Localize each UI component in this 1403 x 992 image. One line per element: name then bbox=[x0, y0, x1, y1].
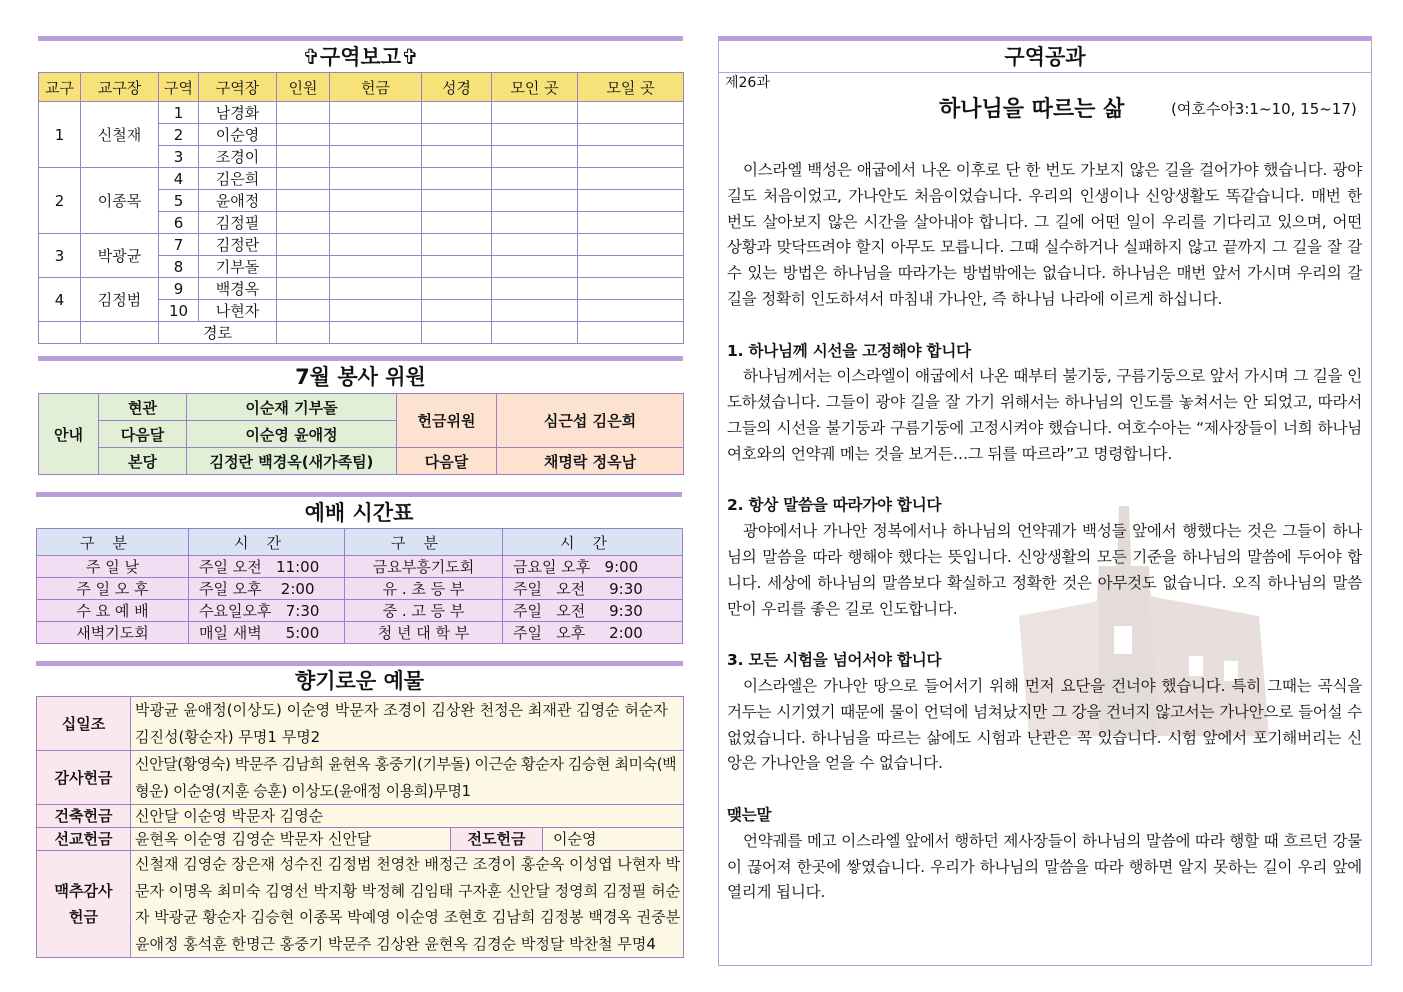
attendance-cell[interactable] bbox=[277, 256, 330, 278]
attendance-cell[interactable] bbox=[277, 300, 330, 322]
building-offering-label: 건축헌금 bbox=[37, 805, 131, 828]
section-heading: 1. 하나님께 시선을 고정해야 합니다 bbox=[727, 341, 971, 360]
table-row bbox=[37, 622, 683, 644]
offering-cell[interactable] bbox=[330, 146, 422, 168]
table-row bbox=[37, 578, 683, 600]
service-name: 새벽기도회 bbox=[37, 622, 189, 644]
next-place-cell[interactable] bbox=[578, 102, 684, 124]
next-place-cell[interactable] bbox=[578, 146, 684, 168]
bible-cell[interactable] bbox=[422, 234, 492, 256]
wheat-thanks-names: 신철재 김영순 장은재 성수진 김정범 천영찬 배정근 조경이 홍순옥 이성엽 나현자 박문자 이명옥 최미숙 김영선 박지황 박정혜 김임태 구자훈 신안달 정영희 김정필 허순자 박광균 황순자 김승현 이종목 박예영 이순영 조현호 김남희 김정봉 백경옥 권중분 윤애정 홍석훈 한명근 홍중기 박문주 김상완 윤현옥 김경순 박정달 박찬철 무명4 bbox=[131, 851, 684, 958]
service-name: 금요부흥기도회 bbox=[345, 556, 503, 578]
volunteer-place: 현관 bbox=[99, 394, 187, 421]
offering-cell[interactable] bbox=[330, 212, 422, 234]
offering-cell[interactable] bbox=[330, 168, 422, 190]
offering-cell[interactable] bbox=[330, 234, 422, 256]
parish-number: 3 bbox=[39, 234, 81, 278]
section-heading: 맺는말 bbox=[727, 805, 772, 824]
lesson-reference: (여호수아3:1~10, 15~17) bbox=[1171, 100, 1357, 118]
district-number: 6 bbox=[159, 212, 199, 234]
section-text: 하나님께서는 이스라엘이 애굽에서 나온 때부터 불기둥, 구름기둥으로 앞서 가시며 그 길을 인도하셨습니다. 그들이 광야 길을 잘 가기 위해서는 하나님의 인도를 놓쳐서는 안 되었고, 따라서 그들의 시선을 불기둥과 구름기둥에 고정시켜야 했습니다. 여호수아는 “제사장들이 너희 하나님 여호와의 언약궤 메는 것을 보거든…그 뒤를 따르라”고 명령합니다. bbox=[727, 367, 1362, 463]
next-place-cell[interactable] bbox=[578, 256, 684, 278]
bible-cell[interactable] bbox=[422, 146, 492, 168]
district-report-section bbox=[38, 36, 683, 343]
district-number: 9 bbox=[159, 278, 199, 300]
met-place-cell[interactable] bbox=[492, 212, 578, 234]
building-offering-names: 신안달 이순영 박문자 김영순 bbox=[131, 805, 684, 828]
section-top-bar bbox=[36, 492, 682, 497]
volunteer-place: 본당 bbox=[99, 448, 187, 475]
district-number: 8 bbox=[159, 256, 199, 278]
district-leader: 윤애정 bbox=[199, 190, 277, 212]
service-name: 주 일 오 후 bbox=[37, 578, 189, 600]
bible-cell[interactable] bbox=[422, 124, 492, 146]
met-place-cell[interactable] bbox=[492, 102, 578, 124]
section-heading: 3. 모든 시험을 넘어서야 합니다 bbox=[727, 651, 942, 670]
attendance-cell[interactable] bbox=[277, 168, 330, 190]
next-place-cell[interactable] bbox=[578, 212, 684, 234]
district-leader: 조경이 bbox=[199, 146, 277, 168]
met-place-cell[interactable] bbox=[492, 190, 578, 212]
lesson-number: 제26과 bbox=[725, 75, 770, 91]
met-place-cell[interactable] bbox=[492, 124, 578, 146]
table-row bbox=[37, 751, 684, 805]
col-header-bible: 성경 bbox=[422, 73, 492, 102]
mission-offering-label: 선교헌금 bbox=[37, 828, 131, 851]
attendance-cell[interactable] bbox=[277, 278, 330, 300]
empty-cell bbox=[81, 322, 159, 344]
met-place-cell[interactable] bbox=[492, 256, 578, 278]
bible-cell[interactable] bbox=[422, 300, 492, 322]
table-row bbox=[37, 851, 684, 958]
bible-cell[interactable] bbox=[422, 322, 492, 344]
worship-schedule-table bbox=[36, 528, 683, 644]
district-number: 4 bbox=[159, 168, 199, 190]
attendance-cell[interactable] bbox=[277, 102, 330, 124]
district-leader: 김정필 bbox=[199, 212, 277, 234]
section-text: 언약궤를 메고 이스라엘 앞에서 행하던 제사장들이 하나님의 말씀에 따라 행할 때 흐르던 강물이 끊어져 한곳에 쌓였습니다. 우리가 하나님의 말씀을 따라 행하면 알지 못하는 길이 우리 앞에 열리게 됩니다. bbox=[727, 831, 1362, 902]
tithe-label: 십일조 bbox=[37, 697, 131, 751]
col-header-time: 시간 bbox=[503, 529, 683, 556]
bible-cell[interactable] bbox=[422, 102, 492, 124]
attendance-cell[interactable] bbox=[277, 146, 330, 168]
section-top-bar bbox=[38, 36, 683, 41]
table-row bbox=[39, 278, 684, 300]
met-place-cell[interactable] bbox=[492, 146, 578, 168]
bible-cell[interactable] bbox=[422, 212, 492, 234]
service-name: 중 . 고 등 부 bbox=[345, 600, 503, 622]
service-time: 주일 오전 11:00 bbox=[189, 556, 345, 578]
volunteers-section bbox=[38, 356, 683, 478]
district-number: 3 bbox=[159, 146, 199, 168]
lesson-title: 하나님을 따르는 삶 bbox=[939, 97, 1125, 122]
next-place-cell[interactable] bbox=[578, 322, 684, 344]
thanks-offering-label: 감사헌금 bbox=[37, 751, 131, 805]
bible-cell[interactable] bbox=[422, 190, 492, 212]
next-place-cell[interactable] bbox=[578, 234, 684, 256]
parish-leader: 신철재 bbox=[81, 102, 159, 168]
table-row bbox=[39, 234, 684, 256]
next-place-cell[interactable] bbox=[578, 124, 684, 146]
parish-leader: 박광균 bbox=[81, 234, 159, 278]
met-place-cell[interactable] bbox=[492, 322, 578, 344]
thanks-offering-names: 신안달(황영숙) 박문주 김남희 윤현옥 홍중기(기부돌) 이근순 황순자 김승현 최미숙(백형운) 이순영(지훈 승훈) 이상도(윤애정 이용희)무명1 bbox=[131, 751, 684, 805]
table-row bbox=[37, 600, 683, 622]
volunteer-names: 김정란 백경옥(새가족팀) bbox=[187, 448, 397, 475]
service-time: 주일 오전 9:30 bbox=[503, 578, 683, 600]
offering-committee-label: 헌금위원 bbox=[397, 394, 497, 448]
next-place-cell[interactable] bbox=[578, 190, 684, 212]
worship-schedule-section bbox=[36, 492, 682, 647]
district-number: 1 bbox=[159, 102, 199, 124]
bible-cell[interactable] bbox=[422, 278, 492, 300]
parish-number: 4 bbox=[39, 278, 81, 322]
worship-schedule-title: 예배 시간표 bbox=[304, 501, 414, 525]
volunteer-place: 다음달 bbox=[99, 421, 187, 448]
district-number: 7 bbox=[159, 234, 199, 256]
met-place-cell[interactable] bbox=[492, 278, 578, 300]
table-row bbox=[37, 828, 684, 851]
col-header-next-place: 모일 곳 bbox=[578, 73, 684, 102]
guide-label: 안내 bbox=[39, 394, 99, 475]
section-heading: 2. 항상 말씀을 따라가야 합니다 bbox=[727, 496, 942, 515]
next-month-label: 다음달 bbox=[397, 448, 497, 475]
offering-cell[interactable] bbox=[330, 322, 422, 344]
section-top-bar bbox=[38, 356, 683, 361]
next-place-cell[interactable] bbox=[578, 300, 684, 322]
table-row bbox=[37, 805, 684, 828]
district-leader: 김은희 bbox=[199, 168, 277, 190]
offering-cell[interactable] bbox=[330, 300, 422, 322]
district-leader: 김정란 bbox=[199, 234, 277, 256]
service-time: 금요일 오후 9:00 bbox=[503, 556, 683, 578]
evangelism-offering-label: 전도헌금 bbox=[451, 828, 543, 851]
service-time: 매일 새벽 5:00 bbox=[189, 622, 345, 644]
district-number: 10 bbox=[159, 300, 199, 322]
service-time: 주일 오후 2:00 bbox=[503, 622, 683, 644]
table-row bbox=[39, 322, 684, 344]
col-header-parish-leader: 교구장 bbox=[81, 73, 159, 102]
service-time: 주일 오후 2:00 bbox=[189, 578, 345, 600]
evangelism-offering-names: 이순영 bbox=[543, 828, 684, 851]
table-row bbox=[37, 697, 684, 751]
offering-cell[interactable] bbox=[330, 256, 422, 278]
wheat-thanks-label: 맥추감사헌금 bbox=[37, 851, 131, 958]
section-text: 이스라엘은 가나안 땅으로 들어서기 위해 먼저 요단을 건너야 했습니다. 특히 그때는 곡식을 거두는 시기였기 때문에 물이 언덕에 넘쳐났지만 그 강을 건너지 않고서는 가나안으로 들어설 수 없었습니다. 하나님을 따르는 삶에도 시험과 난관은 꼭 있습니다. 시험 앞에서 포기해버리는 신앙은 가나안을 얻을 수 없습니다. bbox=[727, 676, 1362, 773]
offering-title: 향기로운 예물 bbox=[294, 669, 425, 693]
col-header-time: 시간 bbox=[189, 529, 345, 556]
district-leader: 백경옥 bbox=[199, 278, 277, 300]
tithe-names: 박광균 윤애정(이상도) 이순영 박문자 조경이 김상완 천정은 최재관 김영순 허순자 김진성(황순자) 무명1 무명2 bbox=[131, 697, 684, 751]
mission-offering-names: 윤현옥 이순영 김영순 박문자 신안달 bbox=[131, 828, 451, 851]
attendance-cell[interactable] bbox=[277, 234, 330, 256]
col-header-parish: 교구 bbox=[39, 73, 81, 102]
met-place-cell[interactable] bbox=[492, 300, 578, 322]
district-leader: 나현자 bbox=[199, 300, 277, 322]
parish-number: 2 bbox=[39, 168, 81, 234]
table-row bbox=[39, 394, 684, 421]
district-number: 5 bbox=[159, 190, 199, 212]
col-header-category: 구분 bbox=[345, 529, 503, 556]
district-header-row bbox=[39, 73, 684, 102]
attendance-cell[interactable] bbox=[277, 322, 330, 344]
table-row bbox=[39, 448, 684, 475]
parish-leader: 이종목 bbox=[81, 168, 159, 234]
lesson-section bbox=[718, 36, 1372, 966]
met-place-cell[interactable] bbox=[492, 168, 578, 190]
next-month-names: 채명락 정옥남 bbox=[497, 448, 684, 475]
table-row bbox=[39, 102, 684, 124]
attendance-cell[interactable] bbox=[277, 212, 330, 234]
lesson-body bbox=[727, 158, 1362, 906]
offering-committee-names: 심근섭 김은희 bbox=[497, 394, 684, 448]
offering-cell[interactable] bbox=[330, 124, 422, 146]
col-header-attendance: 인원 bbox=[277, 73, 330, 102]
lesson-header: 구역공과 bbox=[719, 42, 1371, 73]
service-time: 수요일오후 7:30 bbox=[189, 600, 345, 622]
service-name: 수 요 예 배 bbox=[37, 600, 189, 622]
service-name: 청 년 대 학 부 bbox=[345, 622, 503, 644]
district-leader: 이순영 bbox=[199, 124, 277, 146]
district-report-table bbox=[38, 72, 684, 344]
empty-cell bbox=[39, 322, 81, 344]
offering-cell[interactable] bbox=[330, 278, 422, 300]
district-number: 2 bbox=[159, 124, 199, 146]
section-top-bar bbox=[718, 36, 1372, 41]
col-header-met-place: 모인 곳 bbox=[492, 73, 578, 102]
service-name: 주 일 낮 bbox=[37, 556, 189, 578]
bible-cell[interactable] bbox=[422, 256, 492, 278]
attendance-cell[interactable] bbox=[277, 190, 330, 212]
district-report-title: ✞구역보고✞ bbox=[302, 45, 419, 69]
next-place-cell[interactable] bbox=[578, 278, 684, 300]
volunteers-table bbox=[38, 393, 684, 475]
service-time: 주일 오전 9:30 bbox=[503, 600, 683, 622]
parish-leader: 김정범 bbox=[81, 278, 159, 322]
offering-cell[interactable] bbox=[330, 102, 422, 124]
col-header-district: 구역 bbox=[159, 73, 199, 102]
bible-cell[interactable] bbox=[422, 168, 492, 190]
worship-header-row bbox=[37, 529, 683, 556]
district-leader: 남경화 bbox=[199, 102, 277, 124]
volunteers-title: 7월 봉사 위원 bbox=[295, 365, 426, 389]
parish-number: 1 bbox=[39, 102, 81, 168]
next-place-cell[interactable] bbox=[578, 168, 684, 190]
volunteer-names: 이순재 기부돌 bbox=[187, 394, 397, 421]
met-place-cell[interactable] bbox=[492, 234, 578, 256]
table-row bbox=[37, 556, 683, 578]
col-header-offering: 헌금 bbox=[330, 73, 422, 102]
section-text: 광야에서나 가나안 정복에서나 하나님의 언약궤가 백성들 앞에서 행했다는 것은 그들이 하나님의 말씀을 따라 행해야 했다는 뜻입니다. 신앙생활의 모든 기준을 하나님의 말씀에 두어야 합니다. 세상에 하나님의 말씀보다 확실하고 정확한 것은 아무것도 없습니다. 오직 하나님의 말씀만이 우리를 좋은 길로 인도합니다. bbox=[727, 522, 1362, 618]
offering-cell[interactable] bbox=[330, 190, 422, 212]
table-row bbox=[39, 168, 684, 190]
col-header-category: 구분 bbox=[37, 529, 189, 556]
offering-table bbox=[36, 696, 684, 958]
col-header-district-leader: 구역장 bbox=[199, 73, 277, 102]
district-leader: 기부돌 bbox=[199, 256, 277, 278]
lesson-intro: 이스라엘 백성은 애굽에서 나온 이후로 단 한 번도 가보지 않은 길을 걸어가야 했습니다. 광야 길도 처음이었고, 가나안도 처음이었습니다. 우리의 인생이나 신앙생활도 똑같습니다. 매번 한 번도 살아보지 않은 시간을 살아내야 합니다. 그 길에 어떤 일이 우리를 기다리고 있으며, 어떤 상황과 맞닥뜨려야 할지 아무도 모릅니다. 그때 실수하거나 실패하지 않고 끝까지 그 길을 잘 갈 수 있는 방법은 하나님을 따라가는 방법밖에는 없습니다. 하나님은 매번 앞서 가시며 우리의 갈 길을 정확히 인도하셔서 마침내 가나안, 즉 하나님 나라에 이르게 하십니다. bbox=[727, 161, 1362, 308]
service-name: 유 . 초 등 부 bbox=[345, 578, 503, 600]
volunteer-names: 이순영 윤애정 bbox=[187, 421, 397, 448]
elder-label: 경로 bbox=[159, 322, 277, 344]
attendance-cell[interactable] bbox=[277, 124, 330, 146]
offering-section bbox=[36, 661, 683, 971]
